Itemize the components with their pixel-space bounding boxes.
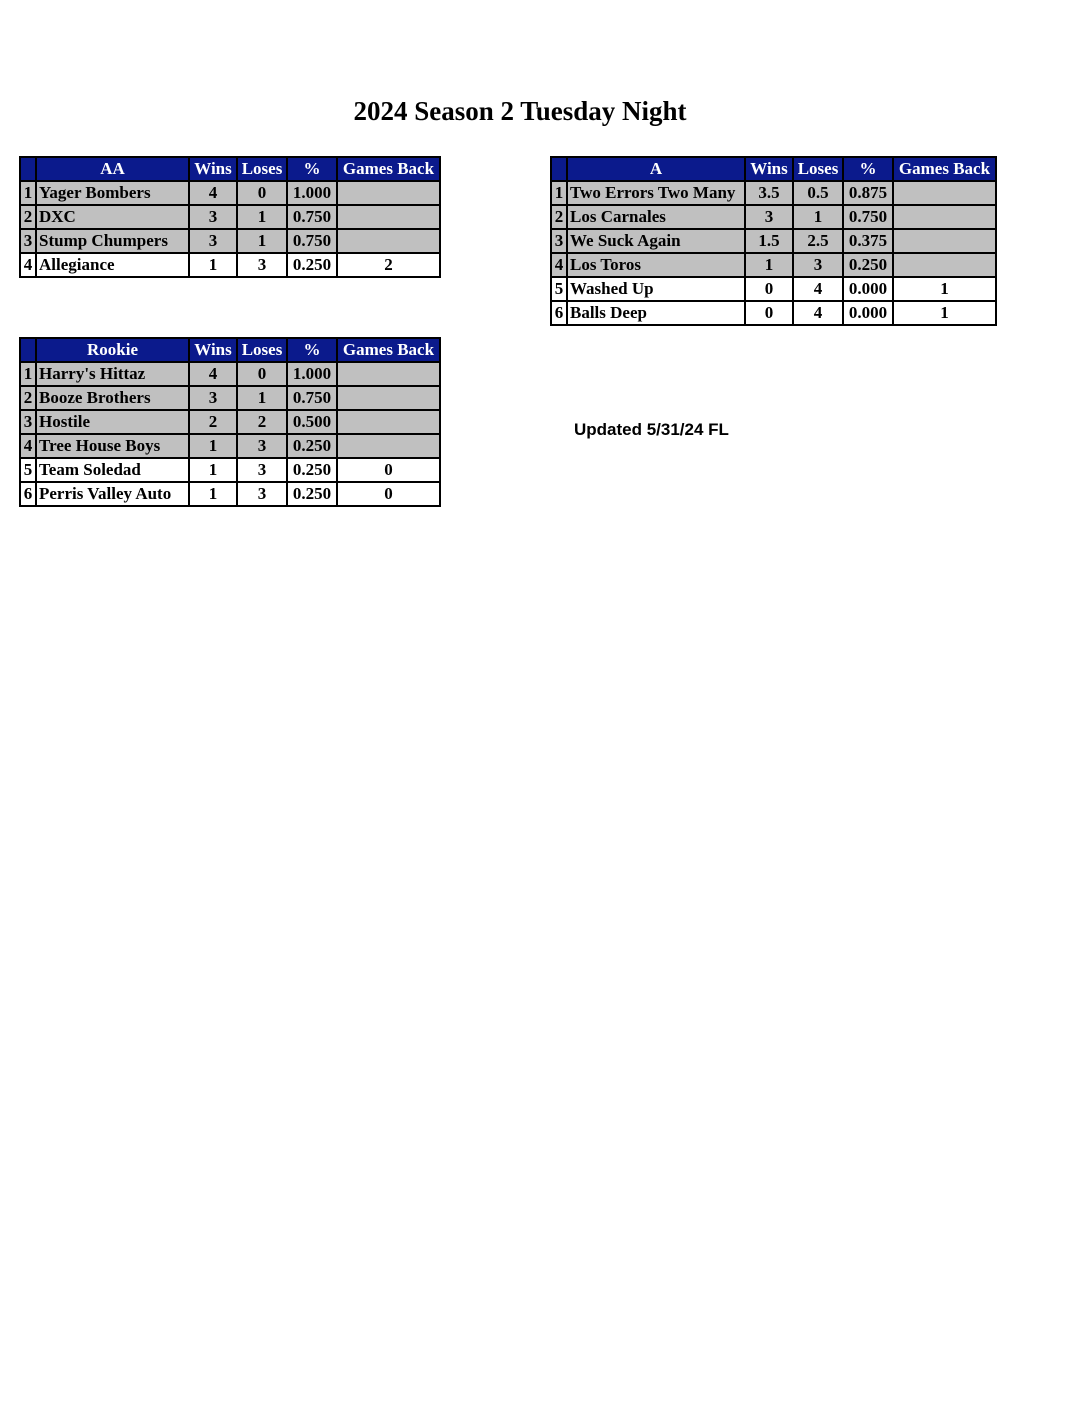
games-back-cell <box>337 229 440 253</box>
games-back-cell <box>893 253 996 277</box>
division-name: Rookie <box>36 338 189 362</box>
team-name-cell: Stump Chumpers <box>36 229 189 253</box>
pct-cell: 0.500 <box>287 410 337 434</box>
team-name-cell: Allegiance <box>36 253 189 277</box>
team-name-cell: Yager Bombers <box>36 181 189 205</box>
games-back-cell <box>893 229 996 253</box>
games-back-cell <box>337 386 440 410</box>
loses-cell: 4 <box>793 277 843 301</box>
table-row <box>20 181 440 205</box>
games-back-cell: 0 <box>337 482 440 506</box>
rank-cell: 4 <box>551 253 567 277</box>
rank-cell: 1 <box>20 181 36 205</box>
games-back-cell <box>337 434 440 458</box>
updated-note: Updated 5/31/24 FL <box>574 420 729 439</box>
standings-table-a <box>550 156 997 326</box>
rank-cell: 1 <box>551 181 567 205</box>
pct-cell: 0.750 <box>287 229 337 253</box>
rank-cell: 5 <box>551 277 567 301</box>
team-name-cell: DXC <box>36 205 189 229</box>
team-name-cell: Team Soledad <box>36 458 189 482</box>
team-name-cell: Hostile <box>36 410 189 434</box>
pct-cell: 1.000 <box>287 181 337 205</box>
rank-header <box>20 338 36 362</box>
loses-cell: 2.5 <box>793 229 843 253</box>
wins-cell: 1.5 <box>745 229 793 253</box>
pct-header: % <box>287 338 337 362</box>
loses-cell: 0.5 <box>793 181 843 205</box>
team-name-cell: Perris Valley Auto <box>36 482 189 506</box>
rank-cell: 5 <box>20 458 36 482</box>
rank-cell: 2 <box>551 205 567 229</box>
loses-cell: 2 <box>237 410 287 434</box>
pct-cell: 0.750 <box>843 205 893 229</box>
standings-table-rookie <box>19 337 441 507</box>
table-header-row <box>551 157 996 181</box>
table-row <box>551 205 996 229</box>
loses-cell: 1 <box>237 229 287 253</box>
loses-cell: 0 <box>237 362 287 386</box>
table-row <box>551 301 996 325</box>
team-name-cell: Los Toros <box>567 253 745 277</box>
pct-cell: 0.375 <box>843 229 893 253</box>
table-row <box>20 482 440 506</box>
table-header-row <box>20 338 440 362</box>
rank-cell: 3 <box>551 229 567 253</box>
wins-cell: 3 <box>189 386 237 410</box>
rank-cell: 3 <box>20 229 36 253</box>
loses-cell: 3 <box>793 253 843 277</box>
loses-header: Loses <box>793 157 843 181</box>
loses-header: Loses <box>237 338 287 362</box>
pct-cell: 0.000 <box>843 301 893 325</box>
games-back-cell <box>893 205 996 229</box>
rank-cell: 2 <box>20 386 36 410</box>
wins-cell: 3.5 <box>745 181 793 205</box>
table-row <box>551 277 996 301</box>
loses-cell: 3 <box>237 253 287 277</box>
wins-cell: 3 <box>189 205 237 229</box>
pct-cell: 0.250 <box>843 253 893 277</box>
table-row <box>20 458 440 482</box>
table-row <box>20 362 440 386</box>
pct-cell: 0.750 <box>287 205 337 229</box>
games-back-cell: 1 <box>893 301 996 325</box>
division-name: AA <box>36 157 189 181</box>
pct-header: % <box>287 157 337 181</box>
pct-cell: 1.000 <box>287 362 337 386</box>
loses-cell: 3 <box>237 482 287 506</box>
games-back-cell: 2 <box>337 253 440 277</box>
team-name-cell: We Suck Again <box>567 229 745 253</box>
table-header-row <box>20 157 440 181</box>
table-row <box>20 253 440 277</box>
games-back-header: Games Back <box>893 157 996 181</box>
wins-cell: 1 <box>189 434 237 458</box>
games-back-cell <box>337 181 440 205</box>
games-back-header: Games Back <box>337 338 440 362</box>
pct-header: % <box>843 157 893 181</box>
games-back-cell <box>893 181 996 205</box>
loses-cell: 1 <box>237 205 287 229</box>
standings-table-aa <box>19 156 441 278</box>
team-name-cell: Booze Brothers <box>36 386 189 410</box>
rank-cell: 1 <box>20 362 36 386</box>
rank-cell: 4 <box>20 434 36 458</box>
page-title: 2024 Season 2 Tuesday Night <box>353 96 687 126</box>
wins-cell: 1 <box>189 482 237 506</box>
rank-cell: 2 <box>20 205 36 229</box>
team-name-cell: Balls Deep <box>567 301 745 325</box>
loses-cell: 0 <box>237 181 287 205</box>
wins-cell: 0 <box>745 301 793 325</box>
loses-header: Loses <box>237 157 287 181</box>
team-name-cell: Two Errors Two Many <box>567 181 745 205</box>
pct-cell: 0.000 <box>843 277 893 301</box>
rank-cell: 6 <box>551 301 567 325</box>
games-back-header: Games Back <box>337 157 440 181</box>
wins-cell: 1 <box>745 253 793 277</box>
rank-cell: 6 <box>20 482 36 506</box>
table-row <box>20 229 440 253</box>
team-name-cell: Tree House Boys <box>36 434 189 458</box>
loses-cell: 4 <box>793 301 843 325</box>
wins-header: Wins <box>189 338 237 362</box>
wins-cell: 1 <box>189 253 237 277</box>
wins-cell: 2 <box>189 410 237 434</box>
wins-cell: 3 <box>745 205 793 229</box>
table-row <box>551 253 996 277</box>
rank-cell: 4 <box>20 253 36 277</box>
loses-cell: 1 <box>793 205 843 229</box>
loses-cell: 1 <box>237 386 287 410</box>
rank-cell: 3 <box>20 410 36 434</box>
wins-header: Wins <box>189 157 237 181</box>
table-row <box>20 410 440 434</box>
wins-header: Wins <box>745 157 793 181</box>
games-back-cell: 1 <box>893 277 996 301</box>
games-back-cell: 0 <box>337 458 440 482</box>
wins-cell: 4 <box>189 362 237 386</box>
wins-cell: 1 <box>189 458 237 482</box>
rank-header <box>20 157 36 181</box>
table-row <box>20 434 440 458</box>
wins-cell: 3 <box>189 229 237 253</box>
table-row <box>551 229 996 253</box>
pct-cell: 0.250 <box>287 253 337 277</box>
games-back-cell <box>337 410 440 434</box>
pct-cell: 0.250 <box>287 458 337 482</box>
table-row <box>20 205 440 229</box>
team-name-cell: Washed Up <box>567 277 745 301</box>
wins-cell: 0 <box>745 277 793 301</box>
loses-cell: 3 <box>237 434 287 458</box>
pct-cell: 0.250 <box>287 434 337 458</box>
pct-cell: 0.250 <box>287 482 337 506</box>
table-row <box>20 386 440 410</box>
loses-cell: 3 <box>237 458 287 482</box>
pct-cell: 0.750 <box>287 386 337 410</box>
table-row <box>551 181 996 205</box>
wins-cell: 4 <box>189 181 237 205</box>
games-back-cell <box>337 362 440 386</box>
division-name: A <box>567 157 745 181</box>
games-back-cell <box>337 205 440 229</box>
team-name-cell: Los Carnales <box>567 205 745 229</box>
pct-cell: 0.875 <box>843 181 893 205</box>
team-name-cell: Harry's Hittaz <box>36 362 189 386</box>
rank-header <box>551 157 567 181</box>
